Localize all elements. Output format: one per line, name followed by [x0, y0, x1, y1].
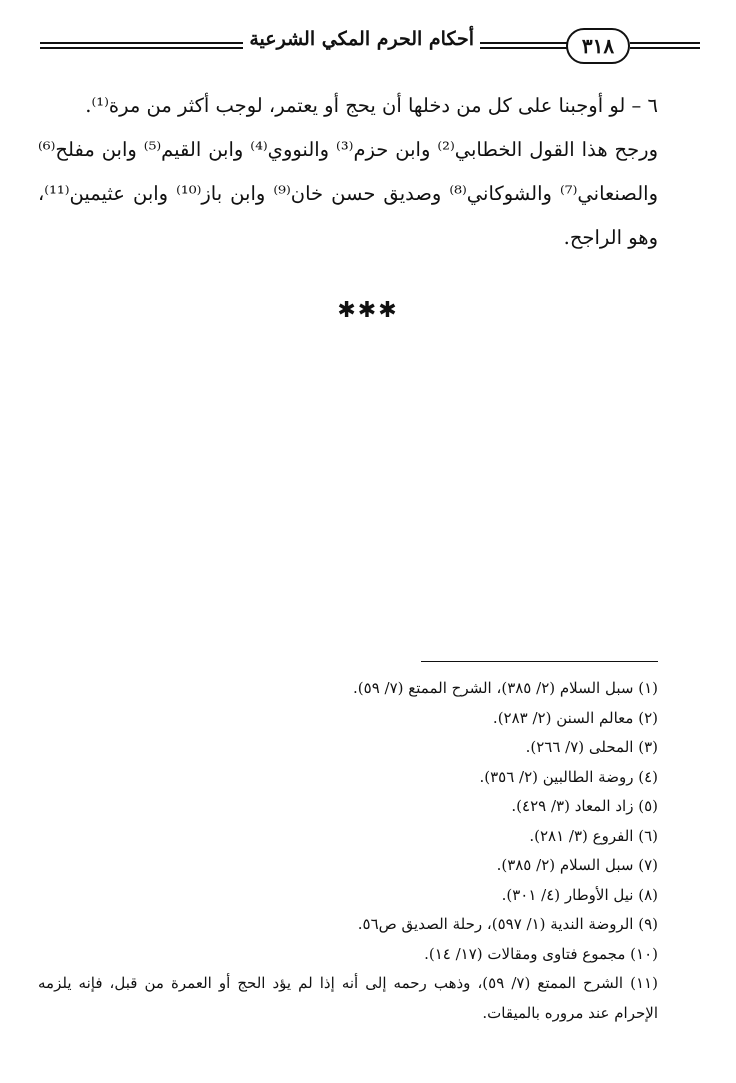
- footnote-1: (١) سبل السلام (٢/ ٣٨٥)، الشرح الممتع (٧/ ٥٩).: [353, 679, 658, 697]
- footnote-6: (٦) الفروع (٣/ ٢٨١).: [529, 826, 658, 845]
- footnote-7: (٧) سبل السلام (٢/ ٣٨٥).: [496, 856, 658, 874]
- footnote-2: (٢) معالم السنن (٢/ ٢٨٣).: [492, 708, 658, 727]
- header-rule-right-2: [630, 47, 700, 49]
- footnote-8: (٨) نيل الأوطار (٤/ ٣٠١).: [501, 885, 658, 904]
- page-number: ٣١٨: [566, 28, 630, 64]
- footnote-11: (١١) الشرح الممتع (٧/ ٥٩)، وذهب رحمه إلى أنه إذا لم يؤد الحج أو العمرة من قبل، فإنه يلزمه الإحرام عند مروره بالميقات.: [38, 974, 658, 1022]
- footnote-3: (٣) المحلى (٧/ ٢٦٦).: [525, 738, 658, 756]
- footnotes: [38, 674, 658, 1028]
- header-rule-right: [630, 42, 700, 44]
- section-separator: ✱✱✱: [337, 298, 399, 323]
- main-text: [38, 84, 658, 260]
- footnote-divider: [421, 661, 658, 662]
- footnote-10: (١٠) مجموع فتاوى ومقالات (١٧/ ١٤).: [424, 944, 658, 963]
- paragraph-point-6: ٦ – لو أوجبنا على كل من دخلها أن يحج أو يعتمر، لوجب أكثر من مرة⁽¹⁾.: [85, 94, 658, 117]
- footnote-5: (٥) زاد المعاد (٣/ ٤٢٩).: [511, 797, 658, 815]
- footnote-4: (٤) روضة الطالبين (٢/ ٣٥٦).: [479, 767, 658, 786]
- paragraph-preponderance: ورجح هذا القول الخطابي⁽²⁾ وابن حزم⁽³⁾ والنووي⁽⁴⁾ وابن القيم⁽⁵⁾ وابن مفلح⁽⁶⁾ والصنعاني⁽⁷⁾ والشوكاني⁽⁸⁾ وصديق حسن خان⁽⁹⁾ وابن باز⁽¹⁰⁾ وابن عثيمين⁽¹¹⁾، وهو الراجح.: [38, 138, 659, 249]
- footnote-9: (٩) الروضة الندية (١/ ٥٩٧)، رحلة الصديق ص٥٦.: [357, 915, 658, 933]
- page-header: [40, 26, 700, 66]
- book-title: أحكام الحرم المكي الشرعية: [243, 28, 480, 50]
